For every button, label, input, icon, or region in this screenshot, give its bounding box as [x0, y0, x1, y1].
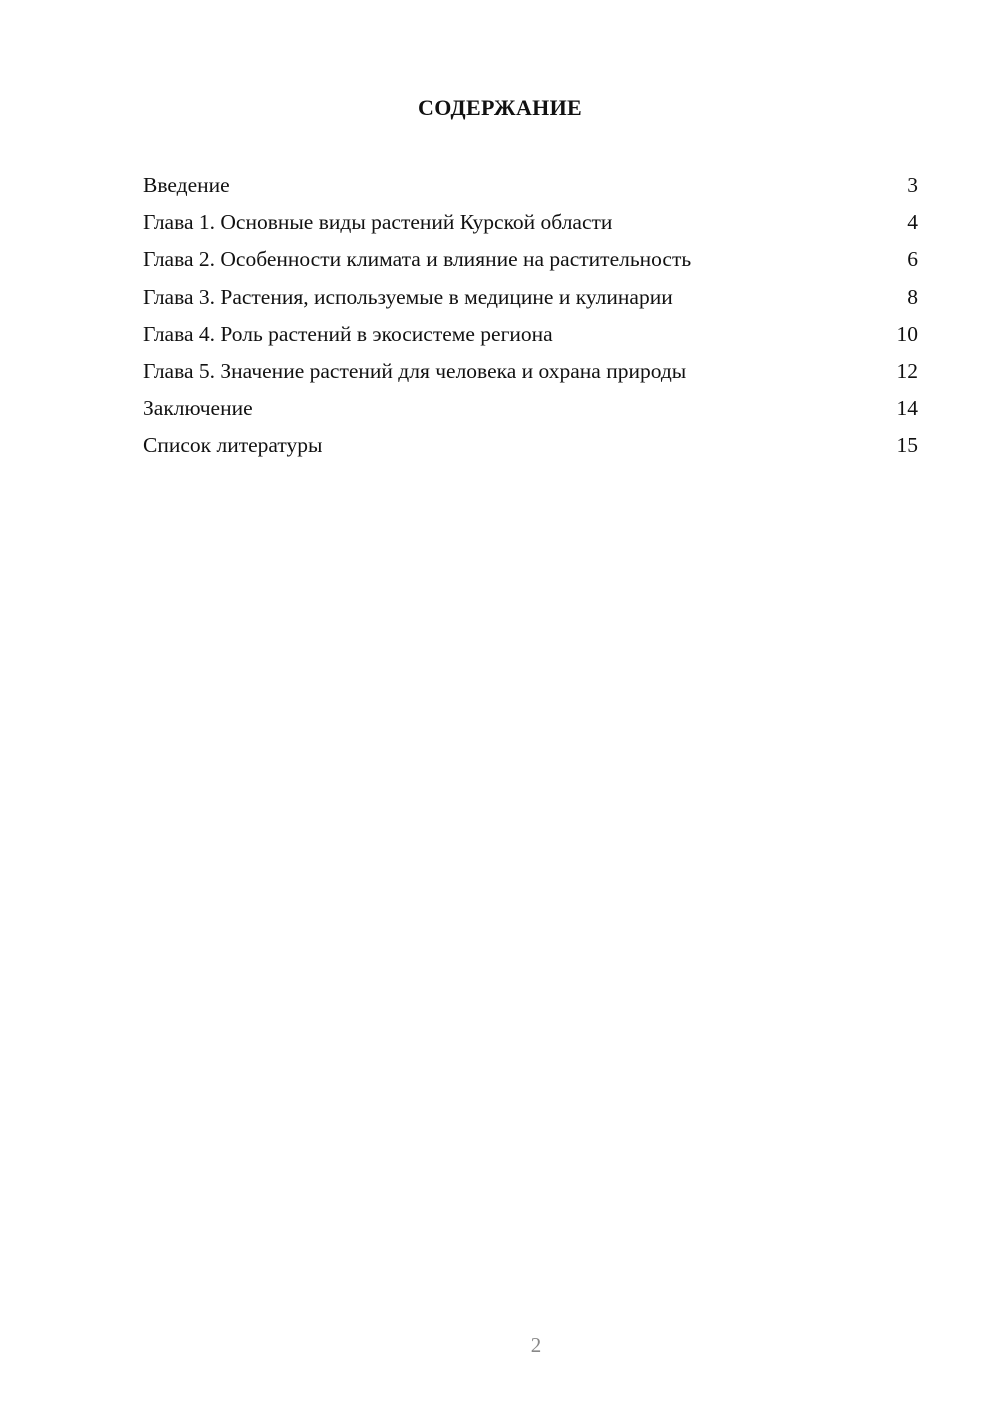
- toc-entry-page: 8: [907, 284, 918, 309]
- toc-entry-introduction[interactable]: [143, 170, 918, 207]
- toc-entry-page: 4: [907, 210, 918, 235]
- toc-entry-conclusion[interactable]: [143, 393, 918, 430]
- toc-entry-title: Глава 3. Растения, используемые в медицине и кулинарии: [143, 284, 673, 309]
- toc-entry-title: Заключение: [143, 396, 253, 421]
- table-of-contents: [143, 170, 918, 468]
- toc-entry-page: 3: [907, 173, 918, 197]
- toc-entry-title: Введение: [143, 173, 230, 197]
- toc-entry-chapter-5[interactable]: [143, 356, 918, 393]
- toc-entry-page: 14: [896, 396, 918, 421]
- toc-entry-title: Глава 2. Особенности климата и влияние на растительность: [143, 247, 692, 272]
- toc-entry-page: 6: [907, 247, 918, 272]
- toc-entry-chapter-4[interactable]: [143, 319, 918, 356]
- toc-entry-references[interactable]: [143, 430, 918, 467]
- toc-entry-title: Глава 5. Значение растений для человека и охрана природы: [143, 358, 687, 383]
- toc-entry-page: 10: [896, 321, 918, 346]
- toc-entry-title: Список литературы: [143, 433, 323, 458]
- toc-entry-title: Глава 1. Основные виды растений Курской области: [143, 210, 613, 235]
- toc-entry-page: 12: [896, 358, 918, 383]
- toc-entry-chapter-3[interactable]: [143, 282, 918, 319]
- toc-entry-page: 15: [896, 433, 918, 458]
- toc-entry-chapter-2[interactable]: [143, 244, 918, 281]
- toc-entry-title: Глава 4. Роль растений в экосистеме региона: [143, 321, 553, 346]
- page-title: СОДЕРЖАНИЕ: [418, 95, 582, 120]
- page-number: 2: [530, 1333, 542, 1357]
- toc-entry-chapter-1[interactable]: [143, 207, 918, 244]
